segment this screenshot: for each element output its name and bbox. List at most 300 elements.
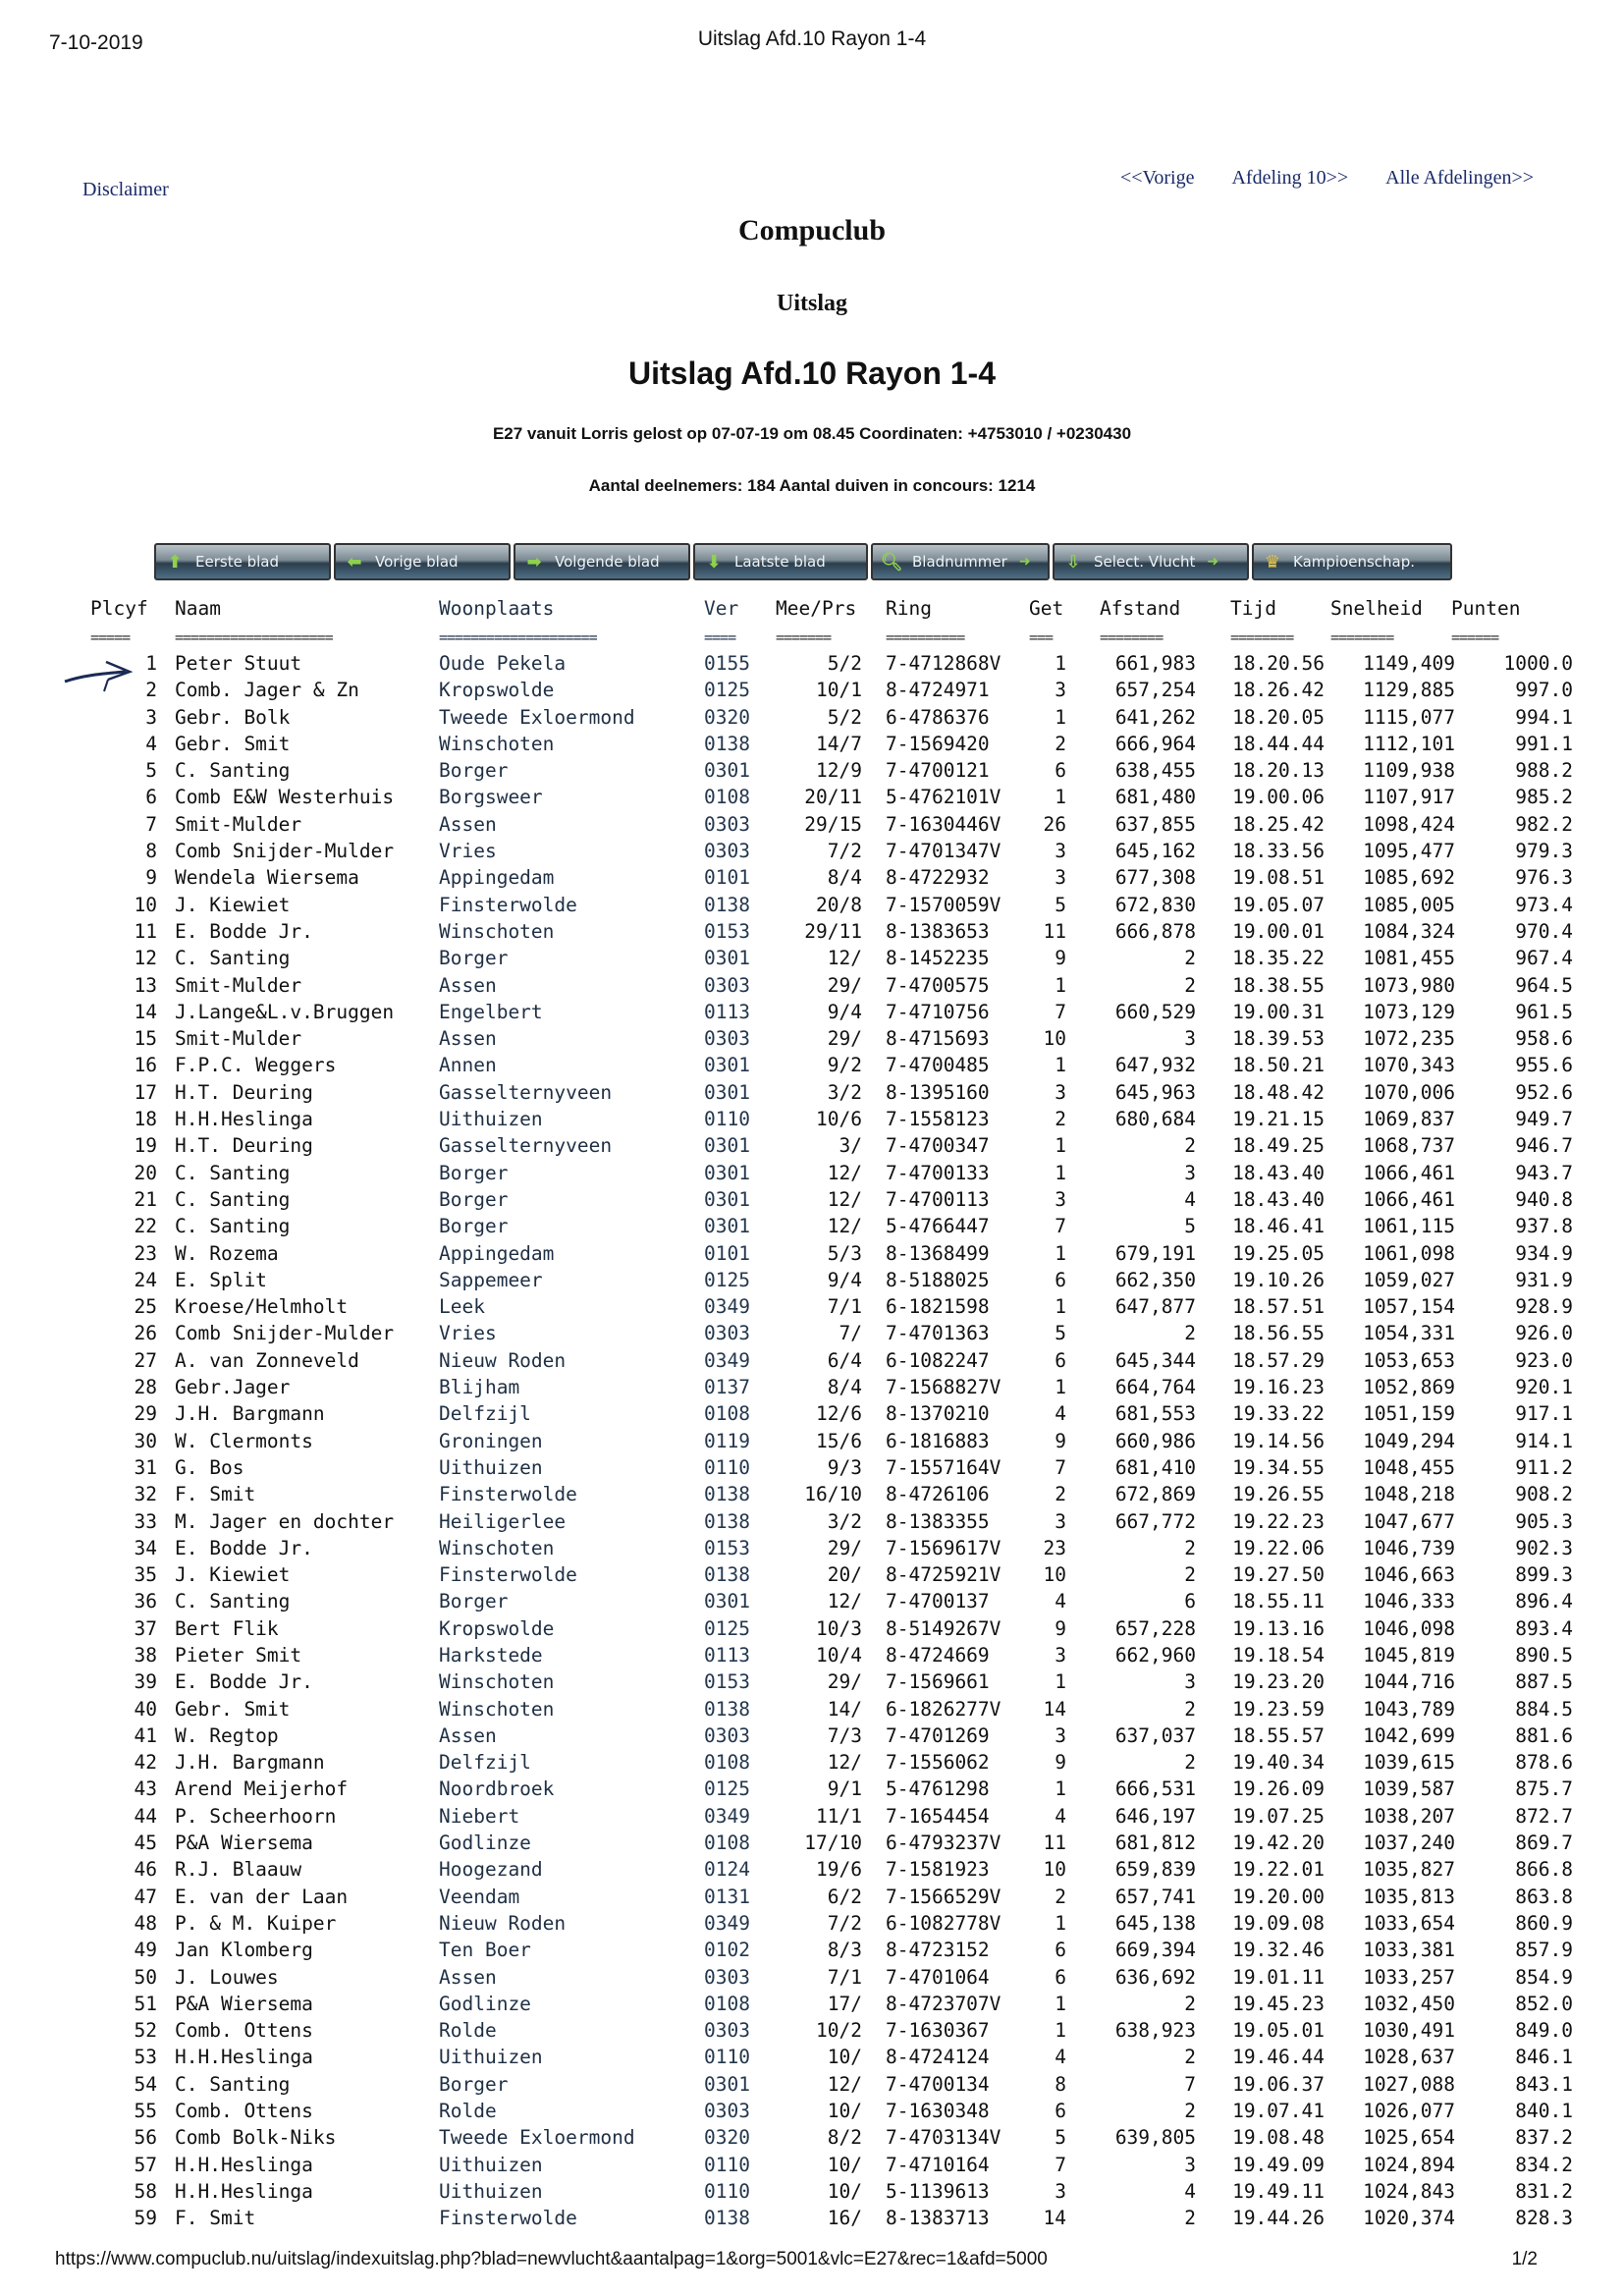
cell-get: 7 <box>1055 1215 1066 1238</box>
cell-tijd: 19.00.01 <box>1232 919 1325 943</box>
cell-ring: 7-1581923 <box>886 1858 990 1882</box>
cell-get: 1 <box>1055 1161 1066 1184</box>
cell-ring: 7-4700347 <box>886 1134 990 1158</box>
cell-tijd: 18.56.55 <box>1232 1322 1325 1345</box>
cell-snelheid: 1057,154 <box>1363 1295 1455 1319</box>
page-number: 1/2 <box>1511 2249 1538 2269</box>
cell-ver: 0138 <box>704 1483 750 1506</box>
cell-woonplaats: Delfzijl <box>439 1751 531 1775</box>
cell-punten: 869.7 <box>1515 1831 1573 1855</box>
cell-afstand: 2 <box>1184 973 1196 997</box>
cell-mee-prs: 8/2 <box>827 2126 862 2150</box>
cell-snelheid: 1035,813 <box>1363 1885 1455 1908</box>
cell-afstand: 637,855 <box>1114 812 1196 836</box>
cell-woonplaats: Assen <box>439 1027 497 1051</box>
cell-woonplaats: Finsterwolde <box>439 1563 577 1587</box>
cell-punten: 849.0 <box>1515 2019 1573 2043</box>
cell-get: 1 <box>1055 786 1066 809</box>
cell-afstand: 661,983 <box>1114 652 1196 675</box>
cell-punten: 863.8 <box>1515 1885 1573 1908</box>
cell-afstand: 680,684 <box>1114 1108 1196 1131</box>
cell-get: 6 <box>1055 759 1066 783</box>
cell-naam: W. Rozema <box>175 1241 279 1265</box>
cell-afstand: 3 <box>1184 1161 1196 1184</box>
cell-ver: 0138 <box>704 2207 750 2230</box>
cell-naam: Comb. Ottens <box>175 2019 313 2043</box>
cell-ver: 0303 <box>704 1723 750 1747</box>
cell-afstand: 2 <box>1184 2046 1196 2069</box>
cell-snelheid: 1070,343 <box>1363 1054 1455 1077</box>
cell-ver: 0349 <box>704 1348 750 1372</box>
cell-afstand: 672,830 <box>1114 893 1196 916</box>
cell-plcyf: 50 <box>134 1965 157 1989</box>
cell-mee-prs: 9/2 <box>827 1054 862 1077</box>
cell-punten: 943.7 <box>1515 1161 1573 1184</box>
cell-punten: 1000.0 <box>1503 652 1573 675</box>
next-page-button[interactable] <box>514 543 690 580</box>
cell-tijd: 19.40.34 <box>1232 1751 1325 1775</box>
cell-plcyf: 34 <box>134 1536 157 1559</box>
cell-naam: J. Louwes <box>175 1965 279 1989</box>
cell-snelheid: 1061,098 <box>1363 1241 1455 1265</box>
separator: ========== <box>886 629 965 646</box>
cell-mee-prs: 9/4 <box>827 1268 862 1291</box>
cell-woonplaats: Niebert <box>439 1804 520 1828</box>
cell-get: 1 <box>1055 2019 1066 2043</box>
cell-ver: 0138 <box>704 1563 750 1587</box>
cell-punten: 994.1 <box>1515 705 1573 729</box>
cell-naam: Wendela Wiersema <box>175 866 359 890</box>
cell-ring: 8-4715693 <box>886 1027 990 1051</box>
cell-ver: 0138 <box>704 1697 750 1721</box>
separator: ======= <box>776 629 832 646</box>
cell-naam: Gebr. Bolk <box>175 705 291 729</box>
cell-plcyf: 26 <box>134 1322 157 1345</box>
cell-tijd: 18.25.42 <box>1232 812 1325 836</box>
cell-plcyf: 53 <box>134 2046 157 2069</box>
cell-snelheid: 1035,827 <box>1363 1858 1455 1882</box>
cell-naam: Comb Snijder-Mulder <box>175 1322 395 1345</box>
cell-naam: Comb E&W Westerhuis <box>175 786 395 809</box>
cell-naam: H.H.Heslinga <box>175 2153 313 2176</box>
cell-woonplaats: Vries <box>439 1322 497 1345</box>
separator: ====== <box>1451 629 1499 646</box>
cell-afstand: 659,839 <box>1114 1858 1196 1882</box>
cell-mee-prs: 12/ <box>827 1161 862 1184</box>
cell-mee-prs: 7/1 <box>827 1295 862 1319</box>
cell-afstand: 2 <box>1184 1322 1196 1345</box>
cell-naam: P. & M. Kuiper <box>175 1911 337 1935</box>
cell-punten: 911.2 <box>1515 1455 1573 1479</box>
cell-snelheid: 1038,207 <box>1363 1804 1455 1828</box>
select-flight-button[interactable] <box>1053 543 1249 580</box>
cell-plcyf: 52 <box>134 2019 157 2043</box>
cell-tijd: 19.26.55 <box>1232 1483 1325 1506</box>
cell-ring: 7-4700137 <box>886 1590 990 1613</box>
cell-naam: C. Santing <box>175 1590 291 1613</box>
cell-plcyf: 45 <box>134 1831 157 1855</box>
cell-woonplaats: Uithuizen <box>439 2046 543 2069</box>
cell-woonplaats: Uithuizen <box>439 2153 543 2176</box>
cell-afstand: 2 <box>1184 947 1196 970</box>
cell-tijd: 19.23.20 <box>1232 1670 1325 1694</box>
cell-mee-prs: 5/2 <box>827 652 862 675</box>
cell-tijd: 18.35.22 <box>1232 947 1325 970</box>
brand-title: Compuclub <box>737 214 887 246</box>
cell-mee-prs: 20/11 <box>804 786 862 809</box>
cell-mee-prs: 10/ <box>827 2046 862 2069</box>
cell-ring: 8-5149267V <box>886 1616 1001 1640</box>
cell-naam: E. Split <box>175 1268 267 1291</box>
cell-punten: 979.3 <box>1515 840 1573 863</box>
header-get: Get <box>1029 597 1064 620</box>
cell-naam: P&A Wiersema <box>175 1831 313 1855</box>
cell-naam: Smit-Mulder <box>175 812 302 836</box>
cell-ver: 0153 <box>704 919 750 943</box>
cell-snelheid: 1112,101 <box>1363 732 1455 755</box>
cell-ver: 0301 <box>704 947 750 970</box>
cell-punten: 896.4 <box>1515 1590 1573 1613</box>
header-plcyf: Plcyf <box>90 597 148 620</box>
cell-mee-prs: 14/ <box>827 1697 862 1721</box>
cell-naam: E. Bodde Jr. <box>175 1670 313 1694</box>
cell-get: 3 <box>1055 1080 1066 1104</box>
previous-link[interactable]: <<Vorige <box>1119 167 1195 189</box>
cell-naam: C. Santing <box>175 1187 291 1211</box>
cell-ring: 7-1569661 <box>886 1670 990 1694</box>
cell-snelheid: 1020,374 <box>1363 2207 1455 2230</box>
cell-snelheid: 1048,218 <box>1363 1483 1455 1506</box>
cell-plcyf: 47 <box>134 1885 157 1908</box>
cell-punten: 923.0 <box>1515 1348 1573 1372</box>
cell-woonplaats: Sappemeer <box>439 1268 543 1291</box>
cell-tijd: 18.20.05 <box>1232 705 1325 729</box>
download-icon: ⇩ <box>1065 551 1081 573</box>
cell-woonplaats: Borger <box>439 1590 509 1613</box>
cell-punten: 967.4 <box>1515 947 1573 970</box>
cell-snelheid: 1073,129 <box>1363 1000 1455 1023</box>
cell-get: 3 <box>1055 1187 1066 1211</box>
cell-naam: Comb Snijder-Mulder <box>175 840 395 863</box>
cell-get: 2 <box>1055 1483 1066 1506</box>
cell-tijd: 18.44.44 <box>1232 732 1325 755</box>
cell-naam: P. Scheerhoorn <box>175 1804 337 1828</box>
cell-woonplaats: Finsterwolde <box>439 893 577 916</box>
cell-get: 1 <box>1055 1777 1066 1801</box>
cell-woonplaats: Kropswolde <box>439 679 555 702</box>
cell-tijd: 19.45.23 <box>1232 1992 1325 2015</box>
cell-afstand: 660,529 <box>1114 1000 1196 1023</box>
header-punten: Punten <box>1451 597 1521 620</box>
cell-woonplaats: Oude Pekela <box>439 652 567 675</box>
cell-tijd: 18.49.25 <box>1232 1134 1325 1158</box>
cell-snelheid: 1046,098 <box>1363 1616 1455 1640</box>
cell-mee-prs: 10/3 <box>816 1616 862 1640</box>
cell-woonplaats: Borger <box>439 947 509 970</box>
separator: ==================== <box>175 629 333 646</box>
cell-mee-prs: 16/10 <box>804 1483 862 1506</box>
cell-naam: R.J. Blaauw <box>175 1858 302 1882</box>
cell-get: 14 <box>1043 2207 1066 2230</box>
cell-punten: 917.1 <box>1515 1402 1573 1426</box>
cell-ver: 0101 <box>704 1241 750 1265</box>
disclaimer-link[interactable]: Disclaimer <box>82 179 169 200</box>
cell-snelheid: 1044,716 <box>1363 1670 1455 1694</box>
cell-ring: 8-4722932 <box>886 866 990 890</box>
cell-punten: 958.6 <box>1515 1027 1573 1051</box>
cell-punten: 905.3 <box>1515 1509 1573 1533</box>
afdeling-link[interactable]: Afdeling 10>> <box>1231 167 1349 189</box>
cell-plcyf: 56 <box>134 2126 157 2150</box>
cell-ring: 7-4710756 <box>886 1000 990 1023</box>
cell-naam: G. Bos <box>175 1455 244 1479</box>
cell-punten: 926.0 <box>1515 1322 1573 1345</box>
cell-snelheid: 1033,654 <box>1363 1911 1455 1935</box>
separator: ===== <box>90 629 131 646</box>
cell-mee-prs: 11/1 <box>816 1804 862 1828</box>
cell-naam: Comb. Jager & Zn <box>175 679 359 702</box>
cell-ring: 8-1395160 <box>886 1080 990 1104</box>
cell-tijd: 19.06.37 <box>1232 2072 1325 2096</box>
cell-plcyf: 40 <box>134 1697 157 1721</box>
cell-ring: 7-4701347V <box>886 840 1001 863</box>
cell-mee-prs: 29/ <box>827 1536 862 1559</box>
cell-get: 5 <box>1055 893 1066 916</box>
header-woonplaats: Woonplaats <box>439 597 555 620</box>
cell-ver: 0303 <box>704 2100 750 2123</box>
cell-tijd: 19.32.46 <box>1232 1939 1325 1962</box>
cell-snelheid: 1098,424 <box>1363 812 1455 836</box>
cell-get: 3 <box>1055 1509 1066 1533</box>
cell-tijd: 19.34.55 <box>1232 1455 1325 1479</box>
cell-ring: 8-4724124 <box>886 2046 990 2069</box>
cell-punten: 914.1 <box>1515 1429 1573 1452</box>
cell-tijd: 19.05.01 <box>1232 2019 1325 2043</box>
cell-naam: Smit-Mulder <box>175 1027 302 1051</box>
cell-tijd: 18.50.21 <box>1232 1054 1325 1077</box>
cell-woonplaats: Tweede Exloermond <box>439 705 635 729</box>
cell-plcyf: 6 <box>145 786 157 809</box>
last-page-button[interactable] <box>693 543 868 580</box>
cell-ring: 6-1082247 <box>886 1348 990 1372</box>
print-date: 7-10-2019 <box>49 31 143 54</box>
cell-tijd: 19.49.09 <box>1232 2153 1325 2176</box>
cell-ring: 6-4786376 <box>886 705 990 729</box>
cell-mee-prs: 29/ <box>827 1670 862 1694</box>
cell-woonplaats: Rolde <box>439 2100 497 2123</box>
cell-ver: 0303 <box>704 812 750 836</box>
cell-snelheid: 1033,257 <box>1363 1965 1455 1989</box>
cell-punten: 946.7 <box>1515 1134 1573 1158</box>
cell-afstand: 657,254 <box>1114 679 1196 702</box>
all-afdelingen-link[interactable]: Alle Afdelingen>> <box>1385 167 1534 189</box>
arrow-left-icon: ⬅ <box>347 551 362 573</box>
separator: ==================== <box>439 629 597 646</box>
cell-ver: 0110 <box>704 1455 750 1479</box>
cell-plcyf: 20 <box>134 1161 157 1184</box>
cell-ver: 0125 <box>704 679 750 702</box>
cell-ring: 7-1569420 <box>886 732 990 755</box>
cell-ring: 5-4762101V <box>886 786 1001 809</box>
cell-punten: 982.2 <box>1515 812 1573 836</box>
cell-naam: A. van Zonneveld <box>175 1348 359 1372</box>
cell-punten: 899.3 <box>1515 1563 1573 1587</box>
cell-ver: 0301 <box>704 1080 750 1104</box>
cell-mee-prs: 10/ <box>827 2153 862 2176</box>
cell-mee-prs: 9/4 <box>827 1000 862 1023</box>
cell-punten: 854.9 <box>1515 1965 1573 1989</box>
button-label: Select. Vlucht <box>1094 553 1196 571</box>
cell-mee-prs: 10/ <box>827 2179 862 2203</box>
page-number-button[interactable] <box>871 543 1050 580</box>
cell-tijd: 18.57.29 <box>1232 1348 1325 1372</box>
first-page-button[interactable] <box>154 543 331 580</box>
cell-snelheid: 1061,115 <box>1363 1215 1455 1238</box>
cell-punten: 828.3 <box>1515 2207 1573 2230</box>
previous-page-button[interactable] <box>334 543 511 580</box>
cell-afstand: 662,350 <box>1114 1268 1196 1291</box>
cell-plcyf: 31 <box>134 1455 157 1479</box>
cell-mee-prs: 12/9 <box>816 759 862 783</box>
cell-woonplaats: Borger <box>439 1187 509 1211</box>
cell-afstand: 666,878 <box>1114 919 1196 943</box>
cell-ver: 0125 <box>704 1616 750 1640</box>
cell-afstand: 4 <box>1184 2179 1196 2203</box>
cell-ver: 0301 <box>704 1054 750 1077</box>
cell-afstand: 2 <box>1184 1563 1196 1587</box>
cell-mee-prs: 10/2 <box>816 2019 862 2043</box>
cell-get: 6 <box>1055 2100 1066 2123</box>
cell-tijd: 19.01.11 <box>1232 1965 1325 1989</box>
cell-ring: 5-4761298 <box>886 1777 990 1801</box>
cell-snelheid: 1081,455 <box>1363 947 1455 970</box>
cell-plcyf: 5 <box>145 759 157 783</box>
cell-woonplaats: Veendam <box>439 1885 520 1908</box>
cell-tijd: 19.10.26 <box>1232 1268 1325 1291</box>
cell-mee-prs: 10/ <box>827 2100 862 2123</box>
cell-snelheid: 1026,077 <box>1363 2100 1455 2123</box>
cell-snelheid: 1043,789 <box>1363 1697 1455 1721</box>
cell-tijd: 19.26.09 <box>1232 1777 1325 1801</box>
cell-mee-prs: 20/ <box>827 1563 862 1587</box>
cell-mee-prs: 7/1 <box>827 1965 862 1989</box>
cell-snelheid: 1024,843 <box>1363 2179 1455 2203</box>
cell-plcyf: 21 <box>134 1187 157 1211</box>
cell-tijd: 19.13.16 <box>1232 1616 1325 1640</box>
cell-snelheid: 1070,006 <box>1363 1080 1455 1104</box>
cell-punten: 920.1 <box>1515 1376 1573 1399</box>
cell-snelheid: 1045,819 <box>1363 1643 1455 1667</box>
cell-ver: 0301 <box>704 2072 750 2096</box>
cell-get: 1 <box>1055 1241 1066 1265</box>
cell-plcyf: 9 <box>145 866 157 890</box>
cell-tijd: 18.46.41 <box>1232 1215 1325 1238</box>
cell-ver: 0153 <box>704 1536 750 1559</box>
cell-tijd: 18.57.51 <box>1232 1295 1325 1319</box>
cell-plcyf: 36 <box>134 1590 157 1613</box>
cell-mee-prs: 8/4 <box>827 1376 862 1399</box>
cell-ver: 0138 <box>704 1509 750 1533</box>
page-url: https://www.compuclub.nu/uitslag/indexuitslag.php?blad=newvlucht&aantalpag=1&org=5001&vlc=E27&rec=1&afd=5000 <box>55 2249 1048 2269</box>
cell-mee-prs: 15/6 <box>816 1429 862 1452</box>
cell-naam: Kroese/Helmholt <box>175 1295 349 1319</box>
cell-plcyf: 12 <box>134 947 157 970</box>
cell-punten: 976.3 <box>1515 866 1573 890</box>
cell-afstand: 667,772 <box>1114 1509 1196 1533</box>
cell-mee-prs: 29/ <box>827 973 862 997</box>
cell-get: 1 <box>1055 1670 1066 1694</box>
cell-snelheid: 1046,333 <box>1363 1590 1455 1613</box>
cell-naam: C. Santing <box>175 947 291 970</box>
cell-woonplaats: Borgsweer <box>439 786 543 809</box>
cell-get: 7 <box>1055 2153 1066 2176</box>
cell-naam: Pieter Smit <box>175 1643 302 1667</box>
cell-tijd: 18.43.40 <box>1232 1187 1325 1211</box>
cell-plcyf: 28 <box>134 1376 157 1399</box>
cell-get: 2 <box>1055 732 1066 755</box>
cell-snelheid: 1048,455 <box>1363 1455 1455 1479</box>
cell-get: 1 <box>1055 1992 1066 2015</box>
cell-snelheid: 1066,461 <box>1363 1161 1455 1184</box>
cell-ver: 0301 <box>704 759 750 783</box>
cell-tijd: 19.07.25 <box>1232 1804 1325 1828</box>
cell-naam: F. Smit <box>175 1483 256 1506</box>
cell-woonplaats: Borger <box>439 1161 509 1184</box>
cell-get: 1 <box>1055 705 1066 729</box>
cell-woonplaats: Nieuw Roden <box>439 1348 567 1372</box>
button-label: Laatste blad <box>734 553 826 571</box>
cell-snelheid: 1107,917 <box>1363 786 1455 809</box>
header-afstand: Afstand <box>1100 597 1181 620</box>
cell-plcyf: 58 <box>134 2179 157 2203</box>
cell-ring: 7-4700485 <box>886 1054 990 1077</box>
cell-ring: 7-1654454 <box>886 1804 990 1828</box>
cell-naam: W. Clermonts <box>175 1429 313 1452</box>
cell-plcyf: 43 <box>134 1777 157 1801</box>
cell-naam: C. Santing <box>175 2072 291 2096</box>
cell-get: 3 <box>1055 866 1066 890</box>
cell-snelheid: 1066,461 <box>1363 1187 1455 1211</box>
championship-button[interactable] <box>1252 543 1452 580</box>
cell-plcyf: 15 <box>134 1027 157 1051</box>
cell-ver: 0301 <box>704 1134 750 1158</box>
cell-get: 2 <box>1055 1885 1066 1908</box>
cell-snelheid: 1051,159 <box>1363 1402 1455 1426</box>
cell-afstand: 638,923 <box>1114 2019 1196 2043</box>
cell-ring: 8-1383713 <box>886 2207 990 2230</box>
cell-ver: 0303 <box>704 1322 750 1345</box>
cell-get: 8 <box>1055 2072 1066 2096</box>
cell-woonplaats: Groningen <box>439 1429 543 1452</box>
cell-woonplaats: Gasselternyveen <box>439 1080 613 1104</box>
cell-woonplaats: Assen <box>439 1723 497 1747</box>
cell-woonplaats: Gasselternyveen <box>439 1134 613 1158</box>
cell-woonplaats: Winschoten <box>439 1536 555 1559</box>
cell-punten: 955.6 <box>1515 1054 1573 1077</box>
cell-punten: 931.9 <box>1515 1268 1573 1291</box>
cell-punten: 878.6 <box>1515 1751 1573 1775</box>
cell-plcyf: 24 <box>134 1268 157 1291</box>
cell-woonplaats: Blijham <box>439 1376 520 1399</box>
cell-ring: 5-1139613 <box>886 2179 990 2203</box>
cell-ver: 0101 <box>704 866 750 890</box>
cell-ring: 7-4700121 <box>886 759 990 783</box>
cell-snelheid: 1054,331 <box>1363 1322 1455 1345</box>
cell-ver: 0303 <box>704 840 750 863</box>
cell-get: 7 <box>1055 1000 1066 1023</box>
cell-ver: 0301 <box>704 1590 750 1613</box>
cell-punten: 952.6 <box>1515 1080 1573 1104</box>
